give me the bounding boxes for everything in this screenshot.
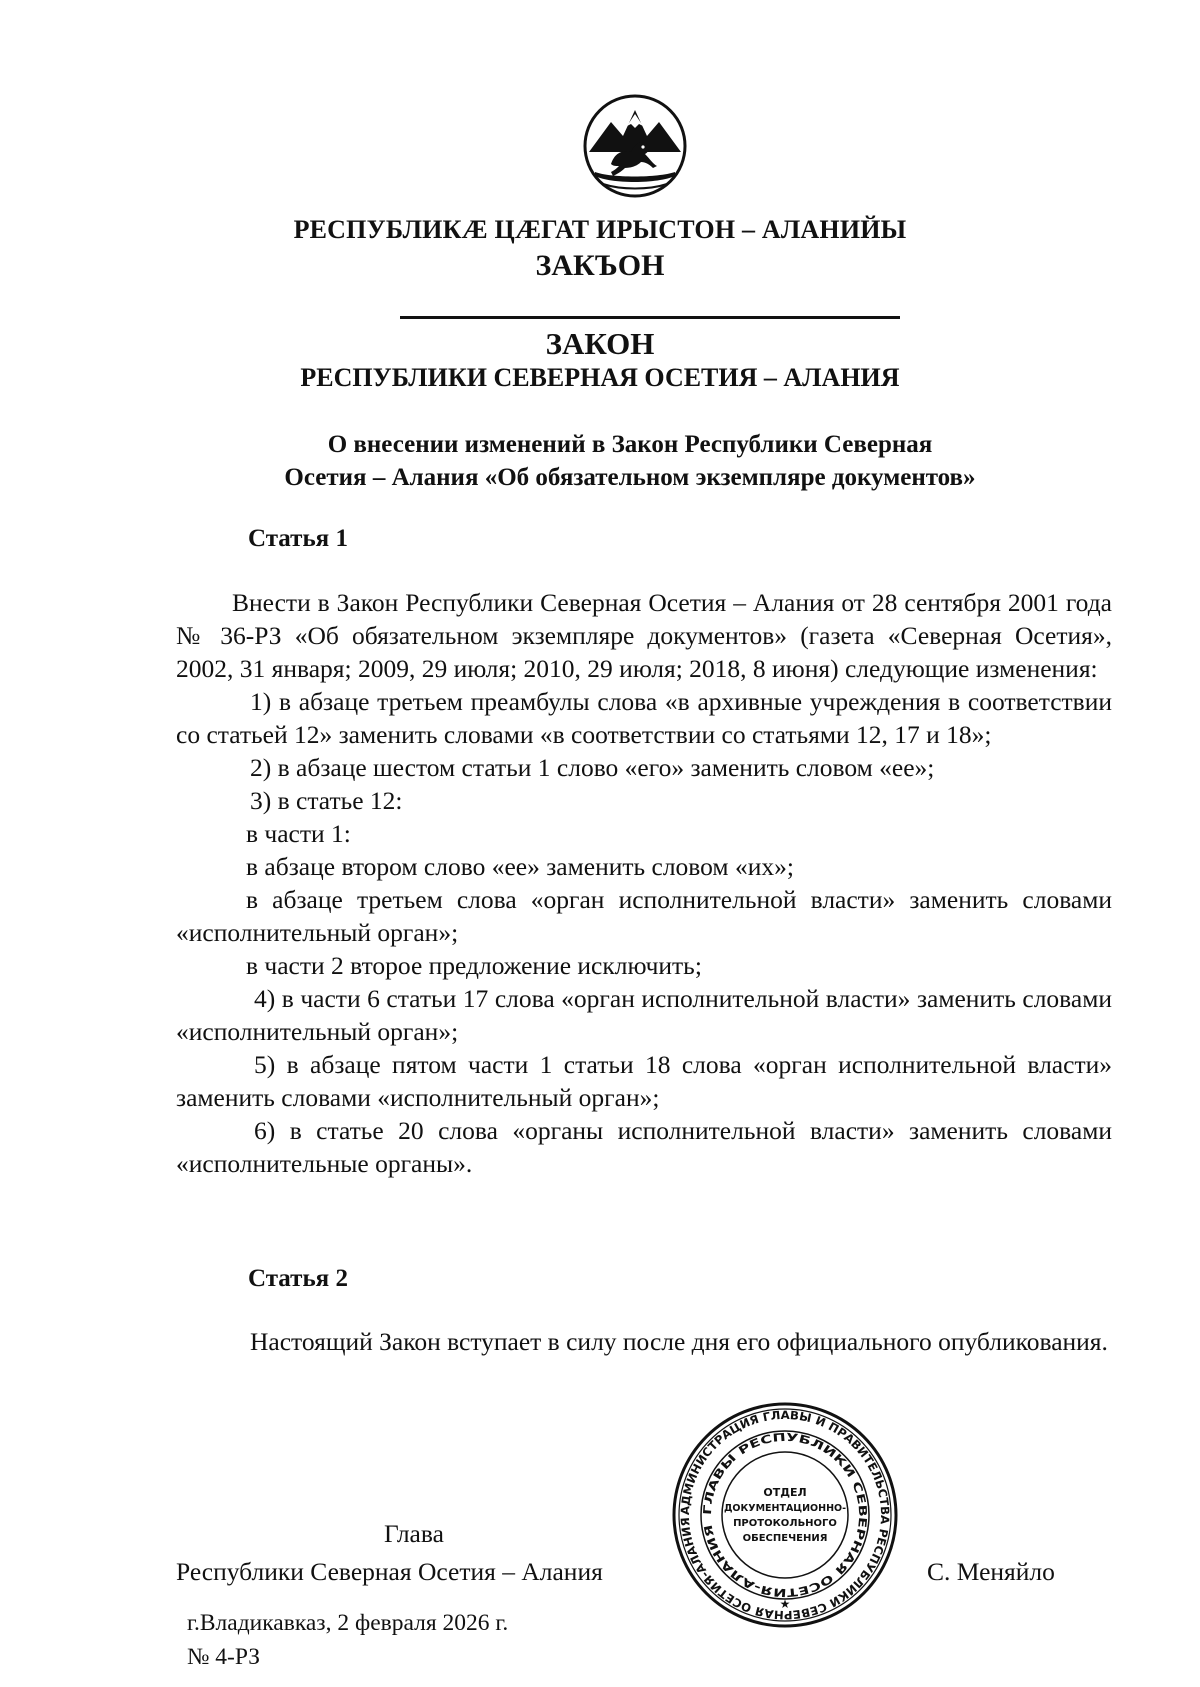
seal-star-icon: ★ [779, 1597, 791, 1611]
signatory-name: С. Меняйло [927, 1557, 1055, 1586]
article-1-paragraph: 4) в части 6 статьи 17 слова «орган исполнительной власти» заменить словами «исполнительный орган»; [176, 984, 1112, 1046]
article-1-paragraph: в абзаце втором слово «ее» заменить словом «их»; [246, 852, 794, 881]
header-republic: РЕСПУБЛИКИ СЕВЕРНАЯ ОСЕТИЯ – АЛАНИЯ [300, 363, 900, 392]
article-1-body [176, 586, 1112, 1180]
seal-center-line: ОБЕСПЕЧЕНИЯ [742, 1533, 828, 1544]
header-ossetian-law: ЗАКЪОН [535, 249, 665, 282]
law-number: № 4-РЗ [187, 1644, 261, 1670]
seal-outer-ring-text: АДМИНИСТРАЦИЯ ГЛАВЫ И ПРАВИТЕЛЬСТВА РЕСПУБЛИКИ СЕВЕРНАЯ ОСЕТИЯ-АЛАНИЯ [677, 1407, 893, 1623]
article-1-heading: Статья 1 [248, 525, 348, 552]
article-1-paragraph: в части 2 второе предложение исключить; [246, 951, 702, 980]
signatory-organization: Республики Северная Осетия – Алания [176, 1557, 603, 1586]
article-1-paragraph: в части 1: [246, 819, 351, 848]
law-title-line-2: Осетия – Алания «Об обязательном экземпляре документов» [284, 464, 976, 491]
article-1-paragraph: в абзаце третьем слова «орган исполнительной власти» заменить словами «исполнительный орган»; [176, 885, 1112, 947]
header-law: ЗАКОН [545, 326, 655, 361]
signatory-title: Глава [384, 1519, 444, 1548]
law-title-line-1: О внесении изменений в Закон Республики Северная [327, 431, 933, 458]
article-1-paragraph: 1) в абзаце третьем преамбулы слова «в архивные учреждения в соответствии со статьей 12» заменить словами «в соответствии со статьями 12, 17 и 18»; [176, 687, 1112, 749]
seal-center-line: ПРОТОКОЛЬНОГО [733, 1518, 837, 1529]
article-2-heading: Статья 2 [248, 1265, 348, 1292]
coat-of-arms-emblem [581, 92, 689, 200]
article-1-paragraph: 6) в статье 20 слова «органы исполнительной власти» заменить словами «исполнительные органы». [176, 1116, 1112, 1178]
article-1-paragraph: 3) в статье 12: [250, 786, 403, 815]
article-2-body [176, 1325, 1112, 1358]
svg-text:ГЛАВЫ РЕСПУБЛИКИ СЕВЕРНАЯ ОСЕТ [701, 1431, 869, 1600]
article-1-paragraph: 2) в абзаце шестом статьи 1 слово «его» заменить словом «ее»; [250, 753, 935, 782]
header-ossetian-republic: РЕСПУБЛИКÆ ЦÆГАТ ИРЫСТОН – АЛАНИЙЫ [293, 215, 907, 244]
article-2-paragraph: Настоящий Закон вступает в силу после дня его официального опубликования. [250, 1327, 1108, 1356]
seal-center-line: ОТДЕЛ [763, 1486, 807, 1499]
seal-inner-ring-text: ГЛАВЫ РЕСПУБЛИКИ СЕВЕРНАЯ ОСЕТИЯ-АЛАНИЯ [700, 1430, 870, 1600]
header-divider [400, 316, 900, 319]
place-and-date: г.Владикавказ, 2 февраля 2026 г. [187, 1610, 509, 1636]
article-1-paragraph: 5) в абзаце пятом части 1 статьи 18 слова «орган исполнительной власти» заменить словами «исполнительный орган»; [176, 1050, 1112, 1112]
article-1-paragraph: Внести в Закон Республики Северная Осетия – Алания от 28 сентября 2001 года № 36-РЗ «Об обязательном экземпляре документов» (газета «Северная Осетия», 2002, 31 января; 2009, 29 июля; 2010, 29 июля; 2018, 8 июня) следующие изменения: [176, 588, 1112, 683]
official-seal-stamp [670, 1400, 900, 1630]
seal-center-line: ДОКУМЕНТАЦИОННО- [723, 1503, 847, 1514]
